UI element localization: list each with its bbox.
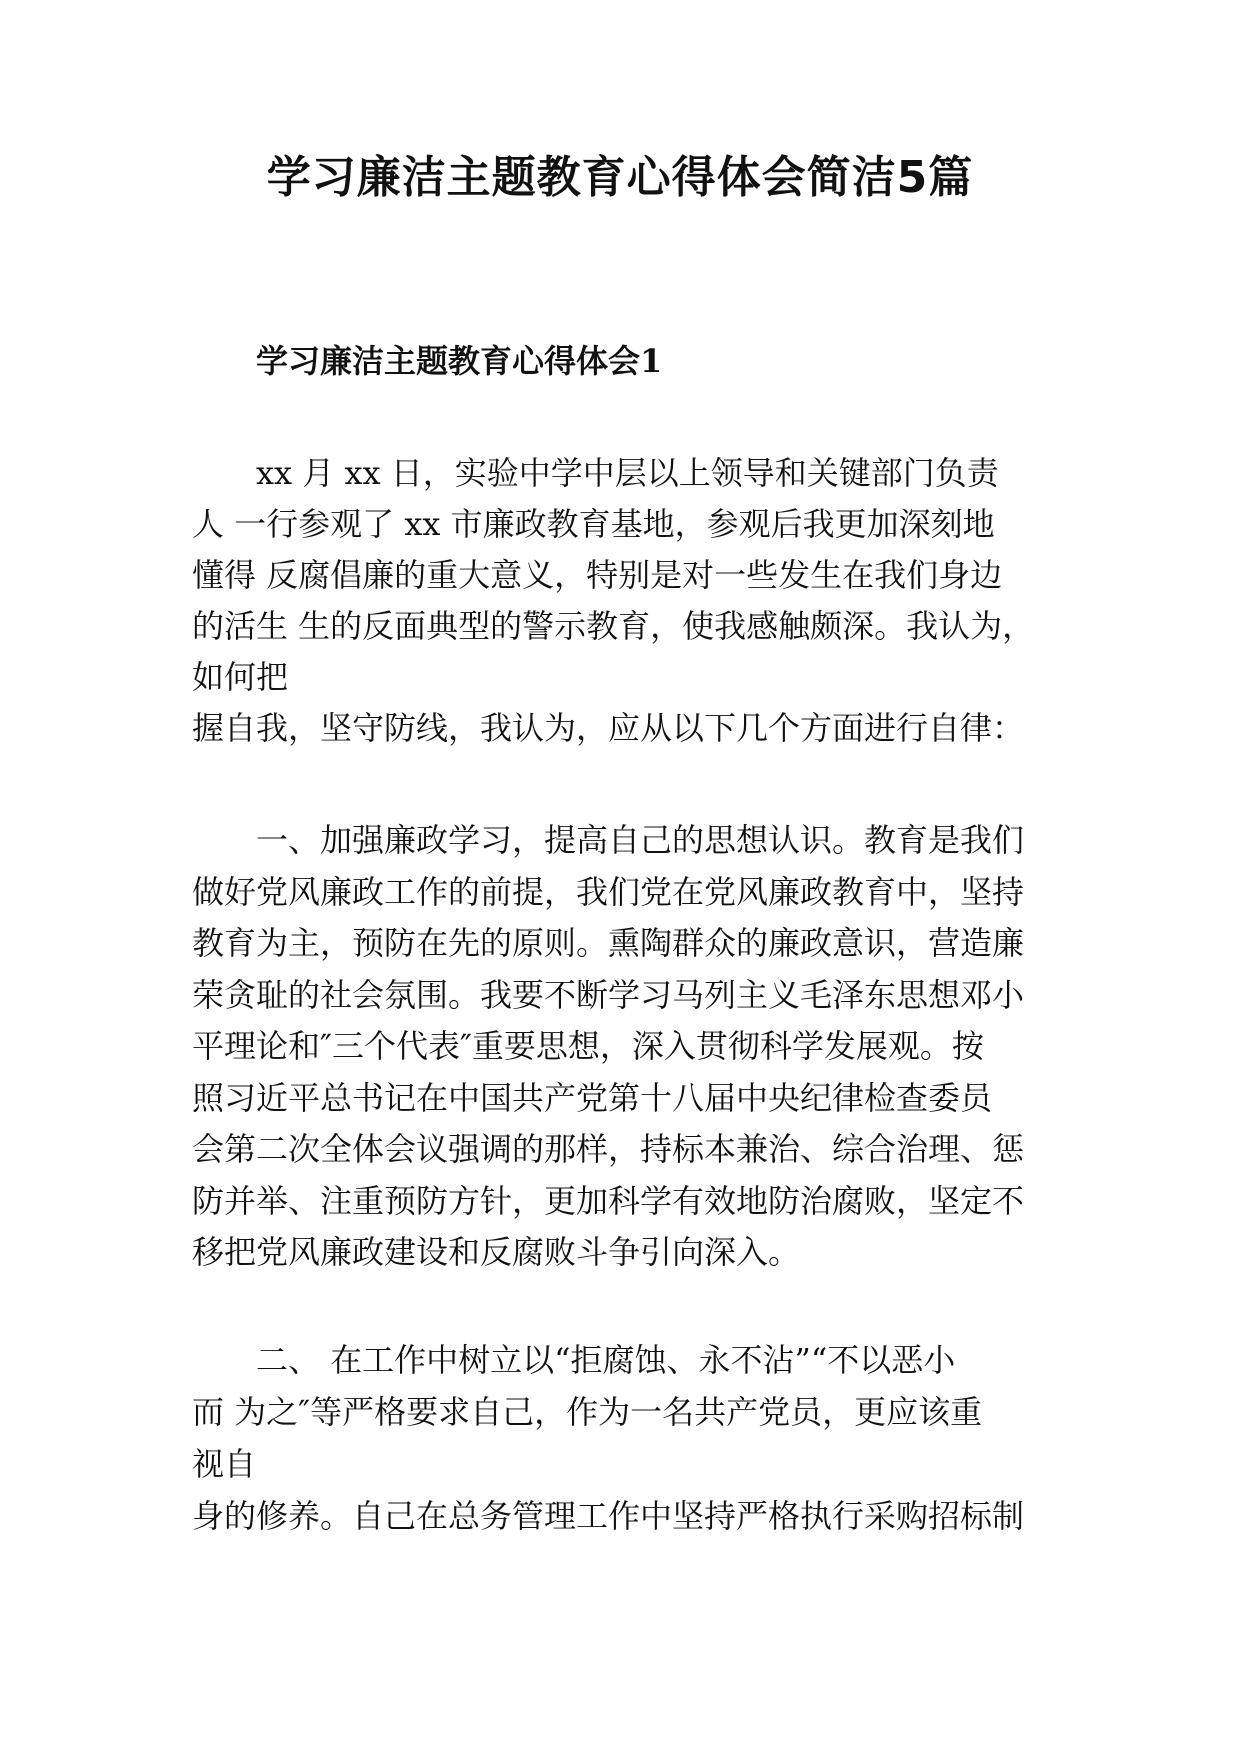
paragraph-line: 二、 在工作中树立以“拒腐蚀、永不沾”“不以恶小 <box>256 1341 956 1379</box>
paragraph-line: 荣贪耻的社会氛围。我要不断学习马列主义毛泽东思想邓小 <box>192 975 1025 1014</box>
paragraph-line: 而 为之″等严格要求自己，作为一名共产党员，更应该重 <box>192 1393 983 1431</box>
section-heading: 学习廉洁主题教育心得体会1 <box>256 342 663 380</box>
paragraph-line: 如何把 <box>192 658 289 696</box>
paragraph-line: 视自 <box>192 1445 257 1483</box>
paragraph-line: xx 月 xx 日，实验中学中层以上领导和关键部门负责 <box>256 454 999 492</box>
paragraph-line: 身的修养。自己在总务管理工作中坚持严格执行采购招标制 <box>192 1497 1025 1535</box>
paragraph-line: 人 一行参观了 xx 市廉政教育基地，参观后我更加深刻地 <box>192 505 995 543</box>
paragraph-line: 一、加强廉政学习，提高自己的思想认识。教育是我们 <box>256 821 1025 859</box>
paragraph-line: 握自我，坚守防线，我认为，应从以下几个方面进行自律： <box>192 709 1025 747</box>
paragraph-line: 防并举、注重预防方针，更加科学有效地防治腐败，坚定不 <box>192 1181 1025 1220</box>
paragraph-intro <box>192 448 1062 754</box>
paragraph-line: 做好党风廉政工作的前提，我们党在党风廉政教育中，坚持 <box>192 872 1025 911</box>
paragraph-point-one <box>192 815 1062 1279</box>
paragraph-point-two <box>192 1334 1062 1542</box>
paragraph-line: 照习近平总书记在中国共产党第十八届中央纪律检查委员 <box>192 1078 993 1117</box>
paragraph-line: 懂得 反腐倡廉的重大意义，特别是对一些发生在我们身边 <box>192 556 1003 594</box>
paragraph-line: 移把党风廉政建设和反腐败斗争引向深入。 <box>192 1233 801 1271</box>
paragraph-line: 教育为主，预防在先的原则。熏陶群众的廉政意识，营造廉 <box>192 924 1025 962</box>
paragraph-line: 的活生 生的反面典型的警示教育，使我感触颇深。我认为， <box>192 607 1035 645</box>
document-title: 学习廉洁主题教育心得体会简洁5篇 <box>266 152 974 203</box>
paragraph-line: 会第二次全体会议强调的那样，持标本兼治、综合治理、惩 <box>192 1130 1025 1168</box>
paragraph-line: 平理论和″三个代表″重要思想，深入贯彻科学发展观。按 <box>192 1027 984 1065</box>
